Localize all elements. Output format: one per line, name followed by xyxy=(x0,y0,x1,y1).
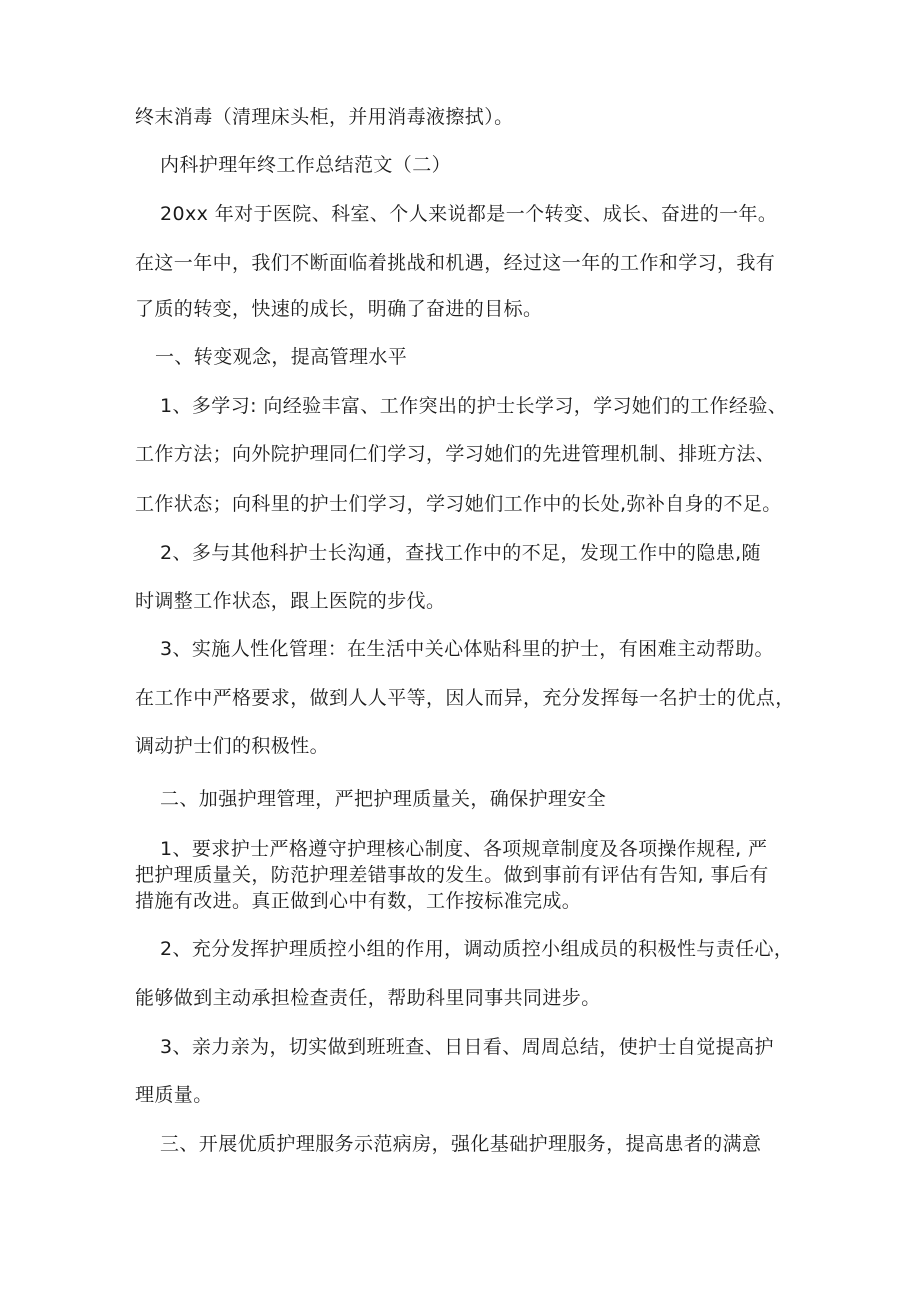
text-line: 3、实施人性化管理：在生活中关心体贴科里的护士，有困难主动帮助。 xyxy=(160,638,774,660)
text-line: 2、多与其他科护士长沟通，查找工作中的不足，发现工作中的隐患,随 xyxy=(160,542,761,564)
heading-1: 一、转变观念，提高管理水平 xyxy=(155,346,408,368)
heading-2: 二、加强护理管理，严把护理质量关，确保护理安全 xyxy=(160,788,607,810)
section-title: 内科护理年终工作总结范文（二） xyxy=(160,154,452,176)
text-line: 措施有改进。真正做到心中有数，工作按标准完成。 xyxy=(135,890,582,912)
heading-3: 三、开展优质护理服务示范病房，强化基础护理服务，提高患者的满意 xyxy=(160,1133,762,1155)
text-line: 1、要求护士严格遵守护理核心制度、各项规章制度及各项操作规程, 严 xyxy=(160,838,768,860)
text-line: 时调整工作状态，跟上医院的步伐。 xyxy=(135,590,446,612)
text-line: 在工作中严格要求，做到人人平等，因人而异，充分发挥每一名护士的优点， xyxy=(135,687,795,709)
text-line: 了质的转变，快速的成长，明确了奋进的目标。 xyxy=(135,298,543,320)
text-line: 3、亲力亲为，切实做到班班查、日日看、周周总结，使护士自觉提高护 xyxy=(160,1036,774,1058)
text-line: 理质量。 xyxy=(135,1084,213,1106)
text-line: 20xx 年对于医院、科室、个人来说都是一个转变、成长、奋进的一年。 xyxy=(160,203,778,225)
text-line: 调动护士们的积极性。 xyxy=(135,735,330,757)
text-line: 能够做到主动承担检查责任，帮助科里同事共同进步。 xyxy=(135,987,601,1009)
text-line: 工作状态；向科里的护士们学习，学习她们工作中的长处,弥补自身的不足。 xyxy=(135,493,782,515)
text-line: 工作方法；向外院护理同仁们学习，学习她们的先进管理机制、排班方法、 xyxy=(135,443,776,465)
text-line: 终末消毒（清理床头柜，并用消毒液擦拭）。 xyxy=(135,106,514,128)
text-line: 1、多学习: 向经验丰富、工作突出的护士长学习，学习她们的工作经验、 xyxy=(160,395,788,417)
text-line: 在这一年中，我们不断面临着挑战和机遇，经过这一年的工作和学习，我有 xyxy=(135,252,776,274)
text-line: 把护理质量关，防范护理差错事故的发生。做到事前有评估有告知, 事后有 xyxy=(135,864,769,886)
text-line: 2、充分发挥护理质控小组的作用，调动质控小组成员的积极性与责任心， xyxy=(160,938,794,960)
